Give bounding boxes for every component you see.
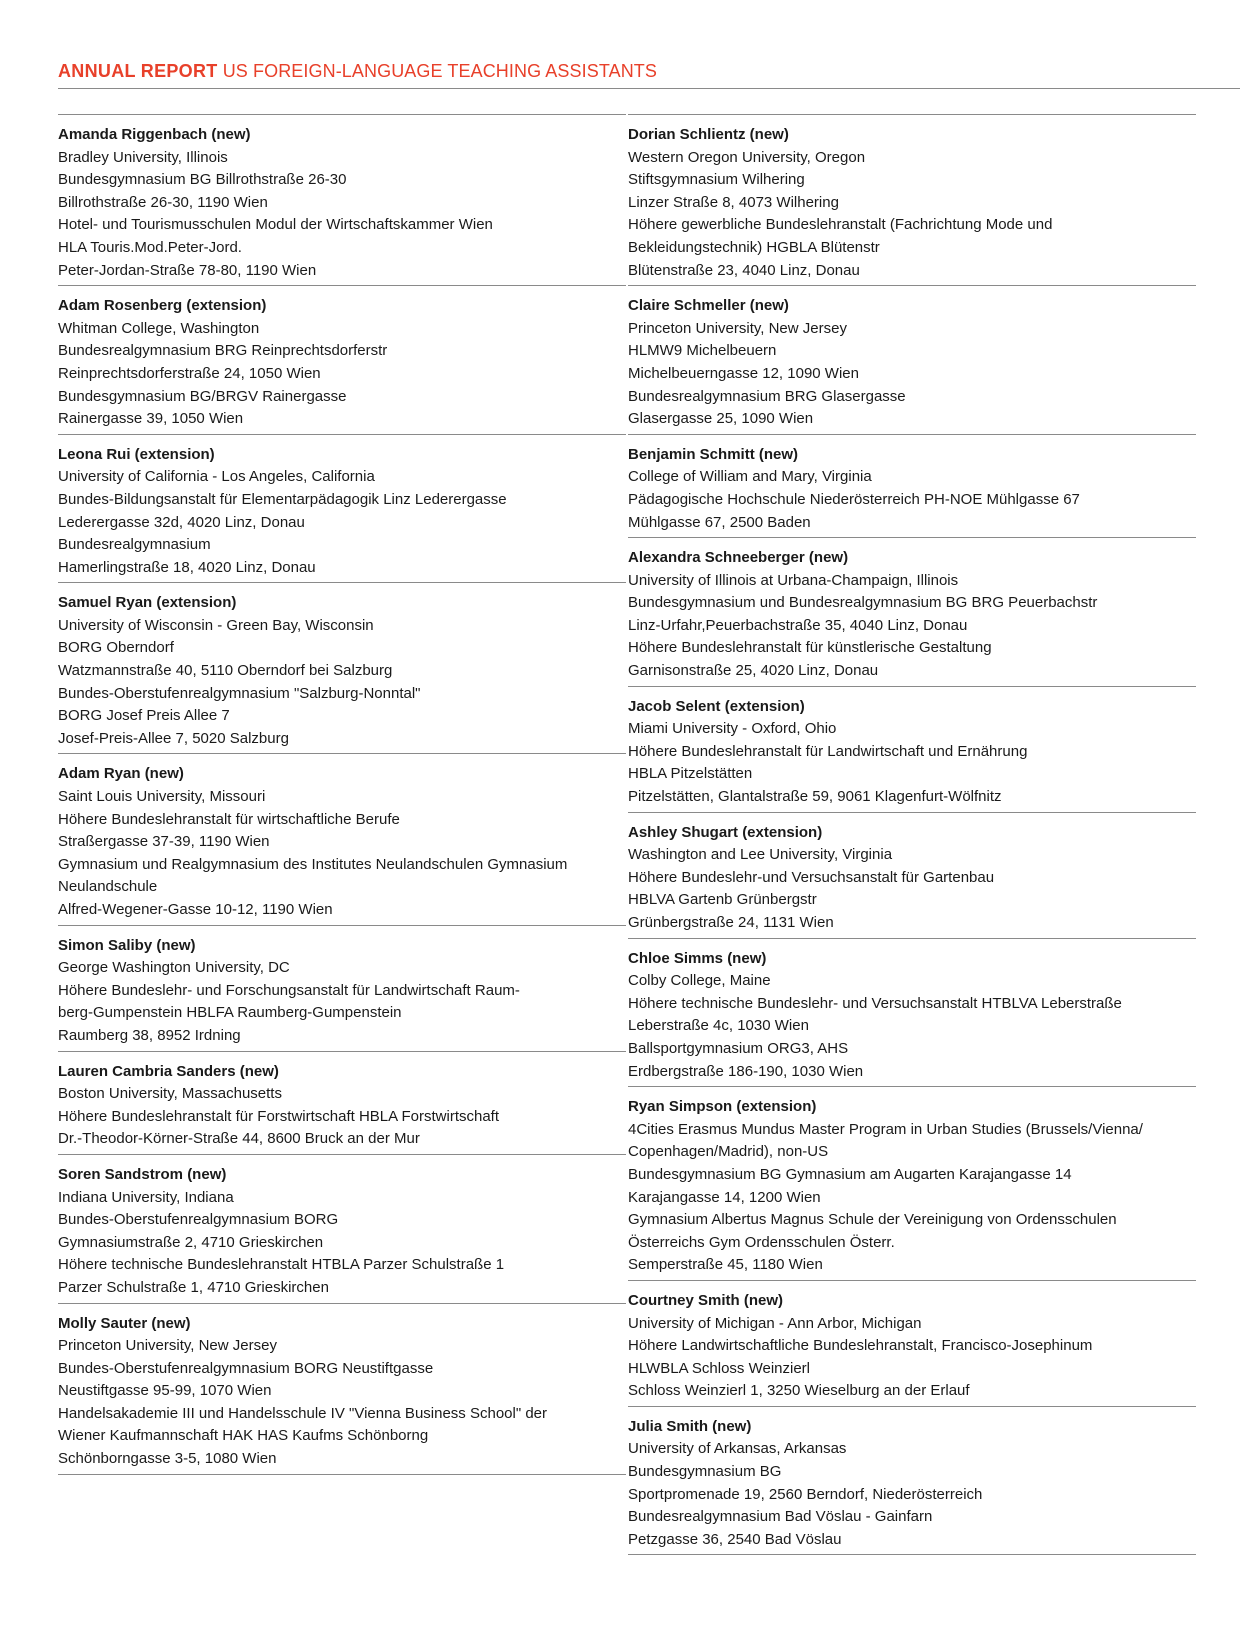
assistant-detail-line: Miami University - Oxford, Ohio — [628, 720, 837, 738]
assistant-name: Molly Sauter (new) — [58, 1314, 191, 1332]
header-title-rest: US FOREIGN-LANGUAGE TEACHING ASSISTANTS — [222, 61, 657, 81]
assistant-detail-line: Höhere Bundeslehranstalt für künstlerische Gestaltung — [628, 639, 992, 657]
assistant-detail-line: Höhere Bundeslehr- und Forschungsanstalt für Landwirtschaft Raum- — [58, 981, 520, 999]
assistant-entry — [58, 1155, 626, 1304]
assistant-name: Ryan Simpson (extension) — [628, 1098, 817, 1116]
assistant-name: Simon Saliby (new) — [58, 936, 196, 954]
assistant-name: Benjamin Schmitt (new) — [628, 445, 799, 463]
header-title-strong: ANNUAL REPORT — [58, 61, 218, 81]
assistant-detail-line: Höhere technische Bundeslehranstalt HTBLA Parzer Schulstraße 1 — [58, 1256, 505, 1274]
assistant-entry — [58, 1304, 626, 1475]
assistant-entry — [58, 926, 626, 1052]
assistant-detail-line: Bundesgymnasium und Bundesrealgymnasium BG BRG Peuerbachstr — [628, 594, 1098, 612]
assistant-detail-line: Höhere Bundeslehranstalt für wirtschaftliche Berufe — [58, 810, 400, 828]
assistant-detail-line: Höhere technische Bundeslehr- und Versuchsanstalt HTBLVA Leberstraße — [628, 994, 1122, 1012]
assistant-name: Courtney Smith (new) — [628, 1291, 784, 1309]
assistant-name: Alexandra Schneeberger (new) — [628, 549, 849, 567]
assistant-detail-line: Boston University, Massachusetts — [58, 1085, 282, 1103]
assistant-detail-line: Österreichs Gym Ordensschulen Österr. — [628, 1233, 895, 1251]
assistant-detail-line: Bradley University, Illinois — [58, 148, 228, 166]
assistant-detail-line: Neustiftgasse 95-99, 1070 Wien — [58, 1382, 272, 1400]
assistant-detail-line: Bekleidungstechnik) HGBLA Blütenstr — [628, 238, 880, 256]
assistant-detail-line: Semperstraße 45, 1180 Wien — [628, 1256, 823, 1274]
assistant-entry — [58, 1052, 626, 1155]
assistant-detail-line: College of William and Mary, Virginia — [628, 468, 872, 486]
assistant-detail-line: George Washington University, DC — [58, 959, 290, 977]
assistant-detail-line: BORG Oberndorf — [58, 639, 174, 657]
assistant-detail-line: Bundesgymnasium BG Billrothstraße 26-30 — [58, 171, 347, 189]
assistant-name: Lauren Cambria Sanders (new) — [58, 1062, 279, 1080]
assistant-detail-line: Whitman College, Washington — [58, 319, 260, 337]
assistant-entry — [628, 538, 1196, 687]
assistant-entry — [58, 754, 626, 925]
assistant-detail-line: Hotel- und Tourismusschulen Modul der Wirtschaftskammer Wien — [58, 216, 493, 234]
assistant-detail-line: Glasergasse 25, 1090 Wien — [628, 410, 814, 428]
assistant-entry — [58, 115, 626, 286]
assistant-entry — [58, 286, 626, 435]
assistant-detail-line: Höhere Bundeslehranstalt für Landwirtschaft und Ernährung — [628, 742, 1028, 760]
assistant-detail-line: Bundes-Bildungsanstalt für Elementarpädagogik Linz Lederergasse — [58, 490, 507, 508]
assistant-detail-line: Garnisonstraße 25, 4020 Linz, Donau — [628, 662, 879, 680]
assistant-detail-line: Mühlgasse 67, 2500 Baden — [628, 513, 811, 531]
assistant-detail-line: Grünbergstraße 24, 1131 Wien — [628, 914, 834, 931]
assistant-detail-line: Washington and Lee University, Virginia — [628, 846, 893, 864]
assistant-detail-line: Parzer Schulstraße 1, 4710 Grieskirchen — [58, 1278, 329, 1296]
assistant-entry — [628, 286, 1196, 435]
assistant-detail-line: Gymnasium und Realgymnasium des Institutes Neulandschulen Gymnasium — [58, 855, 568, 873]
assistant-detail-line: Lederergasse 32d, 4020 Linz, Donau — [58, 513, 305, 531]
assistant-detail-line: HLWBLA Schloss Weinzierl — [628, 1359, 811, 1377]
assistant-detail-line: Blütenstraße 23, 4040 Linz, Donau — [628, 261, 860, 279]
assistant-detail-line: Pitzelstätten, Glantalstraße 59, 9061 Klagenfurt-Wölfnitz — [628, 788, 1002, 806]
assistant-detail-line: Petzgasse 36, 2540 Bad Vöslau — [628, 1530, 842, 1548]
assistant-detail-line: HLA Touris.Mod.Peter-Jord. — [58, 238, 242, 256]
assistant-detail-line: Stiftsgymnasium Wilhering — [628, 171, 805, 189]
assistant-name: Dorian Schlientz (new) — [628, 126, 789, 143]
left-column — [58, 114, 626, 1475]
assistant-detail-line: berg-Gumpenstein HBLFA Raumberg-Gumpenstein — [58, 1004, 402, 1022]
assistant-detail-line: Bundesgymnasium BG Gymnasium am Augarten Karajangasse 14 — [628, 1165, 1072, 1183]
assistant-detail-line: University of Michigan - Ann Arbor, Michigan — [628, 1314, 922, 1332]
assistant-detail-line: Bundes-Oberstufenrealgymnasium BORG Neustiftgasse — [58, 1359, 434, 1377]
header-divider — [58, 88, 1240, 89]
assistant-detail-line: Bundesrealgymnasium Bad Vöslau - Gainfarn — [628, 1508, 933, 1526]
assistant-detail-line: Höhere Landwirtschaftliche Bundeslehranstalt, Francisco-Josephinum — [628, 1337, 1093, 1355]
assistant-name: Adam Rosenberg (extension) — [58, 297, 267, 315]
assistant-detail-line: Gymnasium Albertus Magnus Schule der Vereinigung von Ordensschulen — [628, 1211, 1117, 1229]
assistant-detail-line: Rainergasse 39, 1050 Wien — [58, 410, 244, 428]
assistant-name: Claire Schmeller (new) — [628, 297, 789, 315]
assistant-detail-line: Dr.-Theodor-Körner-Straße 44, 8600 Bruck an der Mur — [58, 1130, 420, 1148]
assistant-detail-line: Höhere Bundeslehr-und Versuchsanstalt für Gartenbau — [628, 868, 995, 886]
assistant-detail-line: Copenhagen/Madrid), non-US — [628, 1143, 829, 1161]
assistant-detail-line: Josef-Preis-Allee 7, 5020 Salzburg — [58, 729, 289, 747]
assistant-detail-line: Sportpromenade 19, 2560 Berndorf, Niederösterreich — [628, 1485, 983, 1503]
assistant-detail-line: Colby College, Maine — [628, 972, 771, 990]
assistant-detail-line: HBLVA Gartenb Grünbergstr — [628, 891, 817, 909]
assistant-detail-line: Neulandschule — [58, 878, 158, 896]
assistant-entry — [628, 115, 1196, 286]
assistant-entry — [58, 583, 626, 754]
assistant-detail-line: Wiener Kaufmannschaft HAK HAS Kaufms Schönborng — [58, 1427, 429, 1445]
assistant-detail-line: Höhere Bundeslehranstalt für Forstwirtschaft HBLA Forstwirtschaft — [58, 1107, 500, 1125]
report-header — [58, 59, 657, 83]
assistant-entry — [628, 813, 1196, 939]
assistant-entry — [58, 435, 626, 584]
assistant-detail-line: Bundesgymnasium BG/BRGV Rainergasse — [58, 387, 347, 405]
assistant-detail-line: University of Arkansas, Arkansas — [628, 1440, 847, 1458]
assistant-name: Leona Rui (extension) — [58, 445, 215, 463]
assistant-detail-line: Watzmannstraße 40, 5110 Oberndorf bei Salzburg — [58, 662, 393, 680]
assistant-detail-line: Ballsportgymnasium ORG3, AHS — [628, 1039, 849, 1057]
assistant-detail-line: 4Cities Erasmus Mundus Master Program in Urban Studies (Brussels/Vienna/ — [628, 1120, 1143, 1138]
assistant-detail-line: Bundesrealgymnasium — [58, 536, 211, 554]
assistant-detail-line: Michelbeuerngasse 12, 1090 Wien — [628, 364, 859, 382]
assistant-detail-line: Schönborngasse 3-5, 1080 Wien — [58, 1450, 277, 1468]
assistant-detail-line: Princeton University, New Jersey — [628, 319, 847, 337]
assistant-name: Jacob Selent (extension) — [628, 697, 805, 715]
assistant-detail-line: Linzer Straße 8, 4073 Wilhering — [628, 193, 839, 211]
assistant-detail-line: University of Illinois at Urbana-Champaign, Illinois — [628, 571, 959, 589]
assistant-entry — [628, 1281, 1196, 1407]
assistant-name: Julia Smith (new) — [628, 1417, 752, 1435]
assistant-detail-line: Gymnasiumstraße 2, 4710 Grieskirchen — [58, 1233, 324, 1251]
assistant-entry — [628, 1087, 1196, 1281]
assistant-detail-line: Bundes-Oberstufenrealgymnasium "Salzburg-Nonntal" — [58, 684, 421, 702]
assistant-detail-line: Linz-Urfahr,Peuerbachstraße 35, 4040 Linz, Donau — [628, 616, 968, 634]
assistant-detail-line: Raumberg 38, 8952 Irdning — [58, 1026, 241, 1044]
assistant-detail-line: Alfred-Wegener-Gasse 10-12, 1190 Wien — [58, 901, 333, 918]
assistant-detail-line: Bundesrealgymnasium BRG Glasergasse — [628, 387, 906, 405]
assistant-detail-line: Pädagogische Hochschule Niederösterreich PH-NOE Mühlgasse 67 — [628, 490, 1080, 508]
assistant-detail-line: Hamerlingstraße 18, 4020 Linz, Donau — [58, 558, 316, 576]
assistant-detail-line: Peter-Jordan-Straße 78-80, 1190 Wien — [58, 261, 317, 279]
assistant-name: Ashley Shugart (extension) — [628, 823, 823, 841]
assistant-detail-line: University of Wisconsin - Green Bay, Wisconsin — [58, 616, 374, 634]
assistant-detail-line: Bundesgymnasium BG — [628, 1463, 782, 1481]
assistant-detail-line: Billrothstraße 26-30, 1190 Wien — [58, 193, 268, 211]
assistant-detail-line: Karajangasse 14, 1200 Wien — [628, 1188, 821, 1206]
assistant-name: Amanda Riggenbach (new) — [58, 126, 251, 143]
assistant-name: Chloe Simms (new) — [628, 949, 767, 967]
assistant-detail-line: Bundes-Oberstufenrealgymnasium BORG — [58, 1211, 339, 1229]
assistant-detail-line: Schloss Weinzierl 1, 3250 Wieselburg an der Erlauf — [628, 1382, 970, 1400]
assistant-detail-line: Leberstraße 4c, 1030 Wien — [628, 1017, 809, 1035]
assistant-detail-line: Princeton University, New Jersey — [58, 1337, 277, 1355]
assistant-name: Soren Sandstrom (new) — [58, 1165, 227, 1183]
assistant-detail-line: BORG Josef Preis Allee 7 — [58, 707, 230, 725]
assistant-detail-line: Western Oregon University, Oregon — [628, 148, 866, 166]
assistant-detail-line: Saint Louis University, Missouri — [58, 788, 266, 806]
right-column — [628, 114, 1196, 1555]
assistant-detail-line: University of California - Los Angeles, California — [58, 468, 375, 486]
assistant-entry — [628, 435, 1196, 538]
assistant-name: Samuel Ryan (extension) — [58, 594, 237, 612]
assistant-detail-line: Erdbergstraße 186-190, 1030 Wien — [628, 1062, 864, 1080]
assistant-detail-line: Indiana University, Indiana — [58, 1188, 234, 1206]
assistant-detail-line: Handelsakademie III und Handelsschule IV "Vienna Business School" der — [58, 1404, 548, 1422]
assistant-detail-line: Höhere gewerbliche Bundeslehranstalt (Fachrichtung Mode und — [628, 216, 1053, 234]
assistant-entry — [628, 1407, 1196, 1556]
assistant-detail-line: HLMW9 Michelbeuern — [628, 342, 777, 360]
assistant-detail-line: Reinprechtsdorferstraße 24, 1050 Wien — [58, 364, 321, 382]
assistant-entry — [628, 687, 1196, 813]
assistant-detail-line: HBLA Pitzelstätten — [628, 765, 753, 783]
assistant-detail-line: Straßergasse 37-39, 1190 Wien — [58, 833, 270, 851]
assistant-detail-line: Bundesrealgymnasium BRG Reinprechtsdorferstr — [58, 342, 388, 360]
assistant-entry — [628, 939, 1196, 1088]
assistant-name: Adam Ryan (new) — [58, 765, 184, 783]
